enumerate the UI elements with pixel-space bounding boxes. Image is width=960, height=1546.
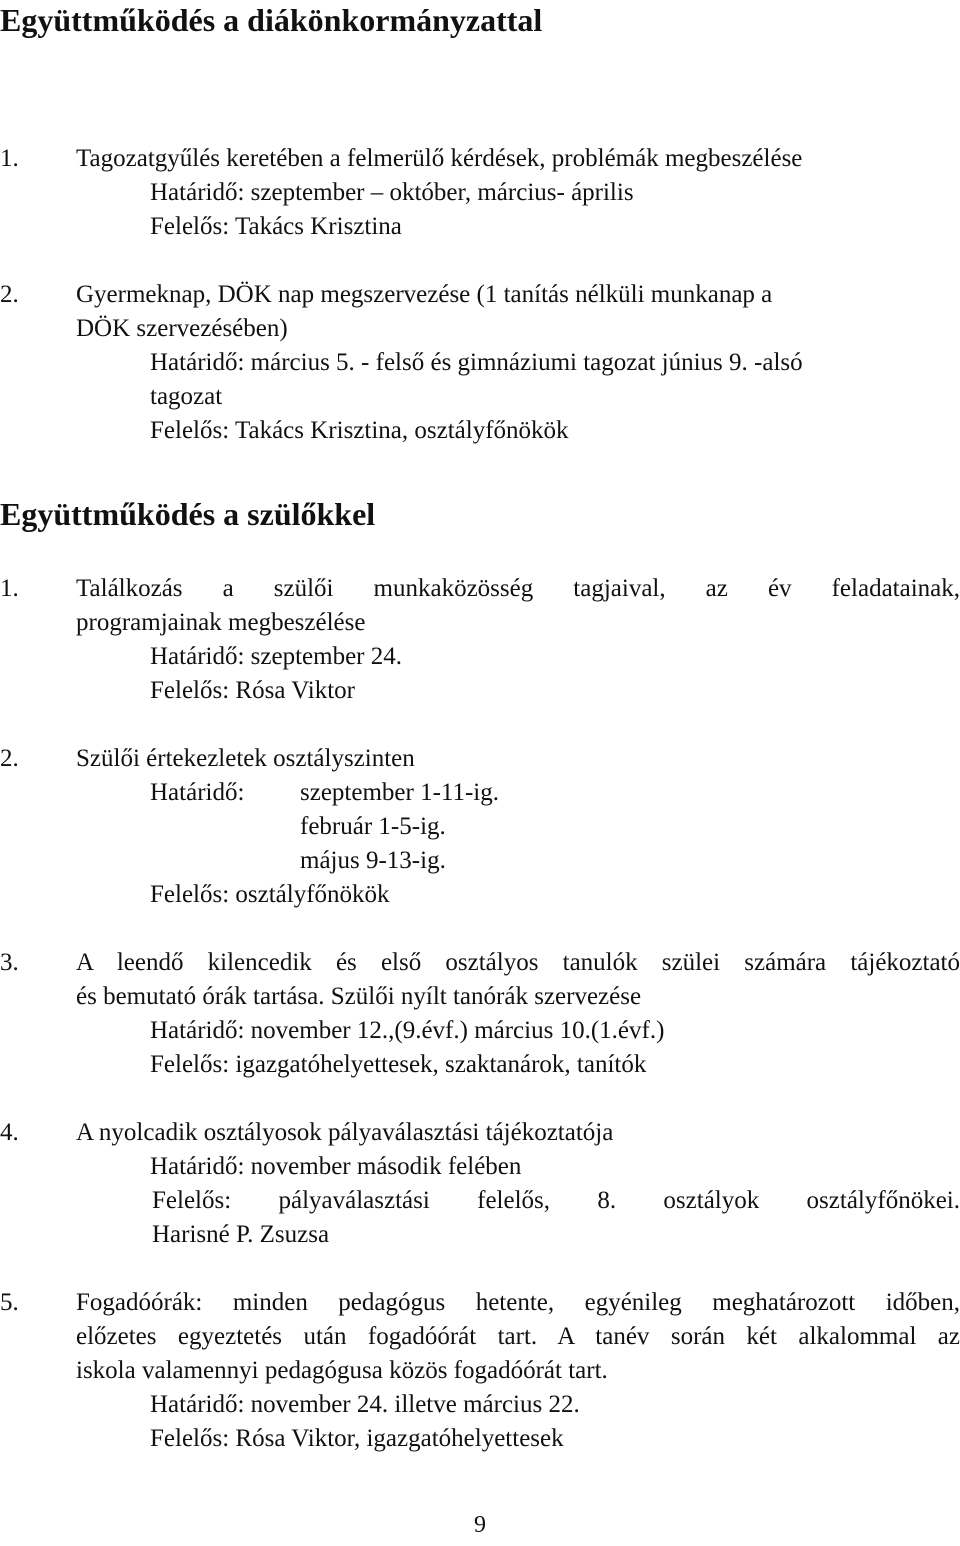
item-responsible: Felelős: Rósa Viktor, igazgatóhelyettesek xyxy=(150,1425,564,1452)
item-responsible: Felelős: igazgatóhelyettesek, szaktanárok, tanítók xyxy=(150,1051,647,1078)
item-text: programjainak megbeszélése xyxy=(76,609,366,636)
item-responsible: Felelős: Takács Krisztina, osztályfőnökök xyxy=(150,417,569,444)
item-deadline: Határidő: március 5. - felső és gimnáziumi tagozat június 9. -alsó xyxy=(150,349,803,376)
item-text: Találkozás a szülői munkaközösség tagjaival, az év feladatainak, xyxy=(76,575,960,602)
item-deadline: Határidő: november 12.,(9.évf.) március 10.(1.évf.) xyxy=(150,1017,665,1044)
item-number: 1. xyxy=(0,575,19,602)
item-number: 5. xyxy=(0,1289,19,1316)
section-title-student-council: Együttműködés a diákönkormányzattal xyxy=(0,2,543,38)
item-responsible: Felelős: Takács Krisztina xyxy=(150,213,402,240)
item-deadline: tagozat xyxy=(150,383,223,410)
item-deadline: Határidő: szeptember – október, március- április xyxy=(150,179,634,206)
item-text: előzetes egyeztetés után fogadóórát tart. A tanév során két alkalommal az xyxy=(76,1323,960,1350)
page-number: 9 xyxy=(474,1512,486,1538)
item-text: Gyermeknap, DÖK nap megszervezése (1 tanítás nélküli munkanap a xyxy=(76,281,773,308)
item-deadline: Határidő: november második felében xyxy=(150,1153,522,1180)
item-text: DÖK szervezésében) xyxy=(76,315,288,342)
item-text: iskola valamennyi pedagógusa közös fogadóórát tart. xyxy=(76,1357,608,1384)
item-responsible: Harisné P. Zsuzsa xyxy=(152,1221,330,1248)
item-text: Szülői értekezletek osztályszinten xyxy=(76,745,415,772)
item-responsible: Felelős: osztályfőnökök xyxy=(150,881,390,908)
section-title-parents: Együttműködés a szülőkkel xyxy=(0,496,376,532)
item-number: 2. xyxy=(0,281,19,308)
item-text: Tagozatgyűlés keretében a felmerülő kérdések, problémák megbeszélése xyxy=(76,145,803,172)
item-number: 2. xyxy=(0,745,19,772)
item-text: A nyolcadik osztályosok pályaválasztási tájékoztatója xyxy=(76,1119,614,1146)
item-responsible: Felelős: Rósa Viktor xyxy=(150,677,355,704)
item-deadline: Határidő: szeptember 24. xyxy=(150,643,402,670)
item-deadline: Határidő: november 24. illetve március 22. xyxy=(150,1391,580,1418)
item-text: és bemutató órák tartása. Szülői nyílt tanórák szervezése xyxy=(76,983,642,1010)
item-date: február 1-5-ig. xyxy=(300,813,446,840)
item-number: 4. xyxy=(0,1119,19,1146)
item-text: Fogadóórák: minden pedagógus hetente, egyénileg meghatározott időben, xyxy=(76,1289,960,1316)
item-responsible: Felelős: pályaválasztási felelős, 8. osztályok osztályfőnökei. xyxy=(152,1187,960,1214)
item-text: A leendő kilencedik és első osztályos tanulók szülei számára tájékoztató xyxy=(76,949,960,976)
item-number: 1. xyxy=(0,145,19,172)
item-deadline-label: Határidő: xyxy=(150,779,245,806)
item-date: szeptember 1-11-ig. xyxy=(300,779,499,806)
item-number: 3. xyxy=(0,949,19,976)
item-date: május 9-13-ig. xyxy=(300,847,446,874)
